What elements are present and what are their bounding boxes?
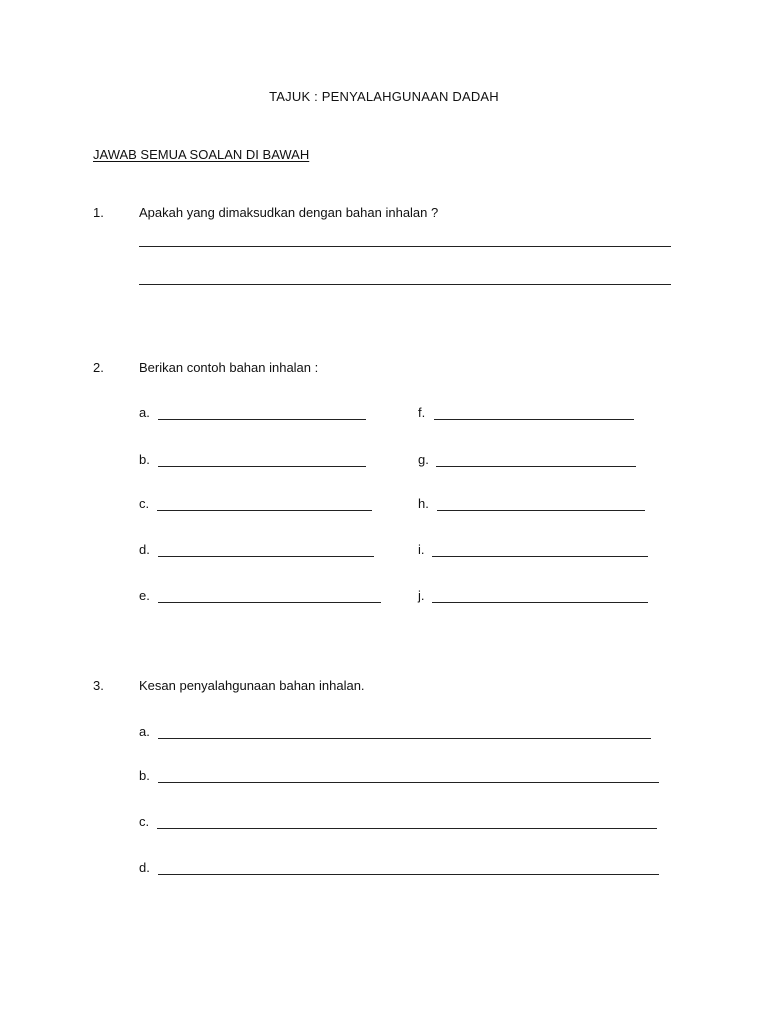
answer-line-q1-2[interactable] [139, 284, 671, 285]
q2-answer-line[interactable] [158, 602, 381, 603]
page-title: TAJUK : PENYALAHGUNAAN DADAH [269, 89, 499, 104]
q2-item-label: d. [139, 542, 150, 557]
q2-answer-line[interactable] [158, 419, 366, 420]
question-2-text: Berikan contoh bahan inhalan : [139, 360, 319, 375]
q3-answer-line[interactable] [158, 874, 659, 875]
q2-answer-line[interactable] [434, 419, 634, 420]
q3-item-label: c. [139, 814, 150, 829]
question-3-text: Kesan penyalahgunaan bahan inhalan. [139, 678, 365, 693]
q3-item-label: a. [139, 724, 150, 739]
q2-answer-line[interactable] [158, 466, 366, 467]
question-3-number: 3. [93, 678, 104, 693]
q2-item-label: f. [418, 405, 426, 420]
q3-answer-line[interactable] [158, 738, 651, 739]
q3-item-label: d. [139, 860, 150, 875]
q2-item-label: b. [139, 452, 150, 467]
q2-item-label: a. [139, 405, 150, 420]
q2-answer-line[interactable] [432, 556, 648, 557]
q2-answer-line[interactable] [158, 556, 374, 557]
q3-item-label: b. [139, 768, 150, 783]
q3-answer-line[interactable] [158, 782, 659, 783]
question-1-number: 1. [93, 205, 104, 220]
q2-answer-line[interactable] [157, 510, 372, 511]
q2-item-label: e. [139, 588, 150, 603]
q2-item-label: h. [418, 496, 429, 511]
q2-answer-line[interactable] [432, 602, 648, 603]
question-2-number: 2. [93, 360, 104, 375]
q3-answer-line[interactable] [157, 828, 657, 829]
q2-answer-line[interactable] [437, 510, 645, 511]
q2-answer-line[interactable] [436, 466, 636, 467]
instruction-heading: JAWAB SEMUA SOALAN DI BAWAH [93, 147, 310, 162]
q2-item-label: i. [418, 542, 425, 557]
q2-item-label: j. [418, 588, 425, 603]
q2-item-label: c. [139, 496, 150, 511]
question-1-text: Apakah yang dimaksudkan dengan bahan inhalan ? [139, 205, 439, 220]
answer-line-q1-1[interactable] [139, 246, 671, 247]
q2-item-label: g. [418, 452, 429, 467]
